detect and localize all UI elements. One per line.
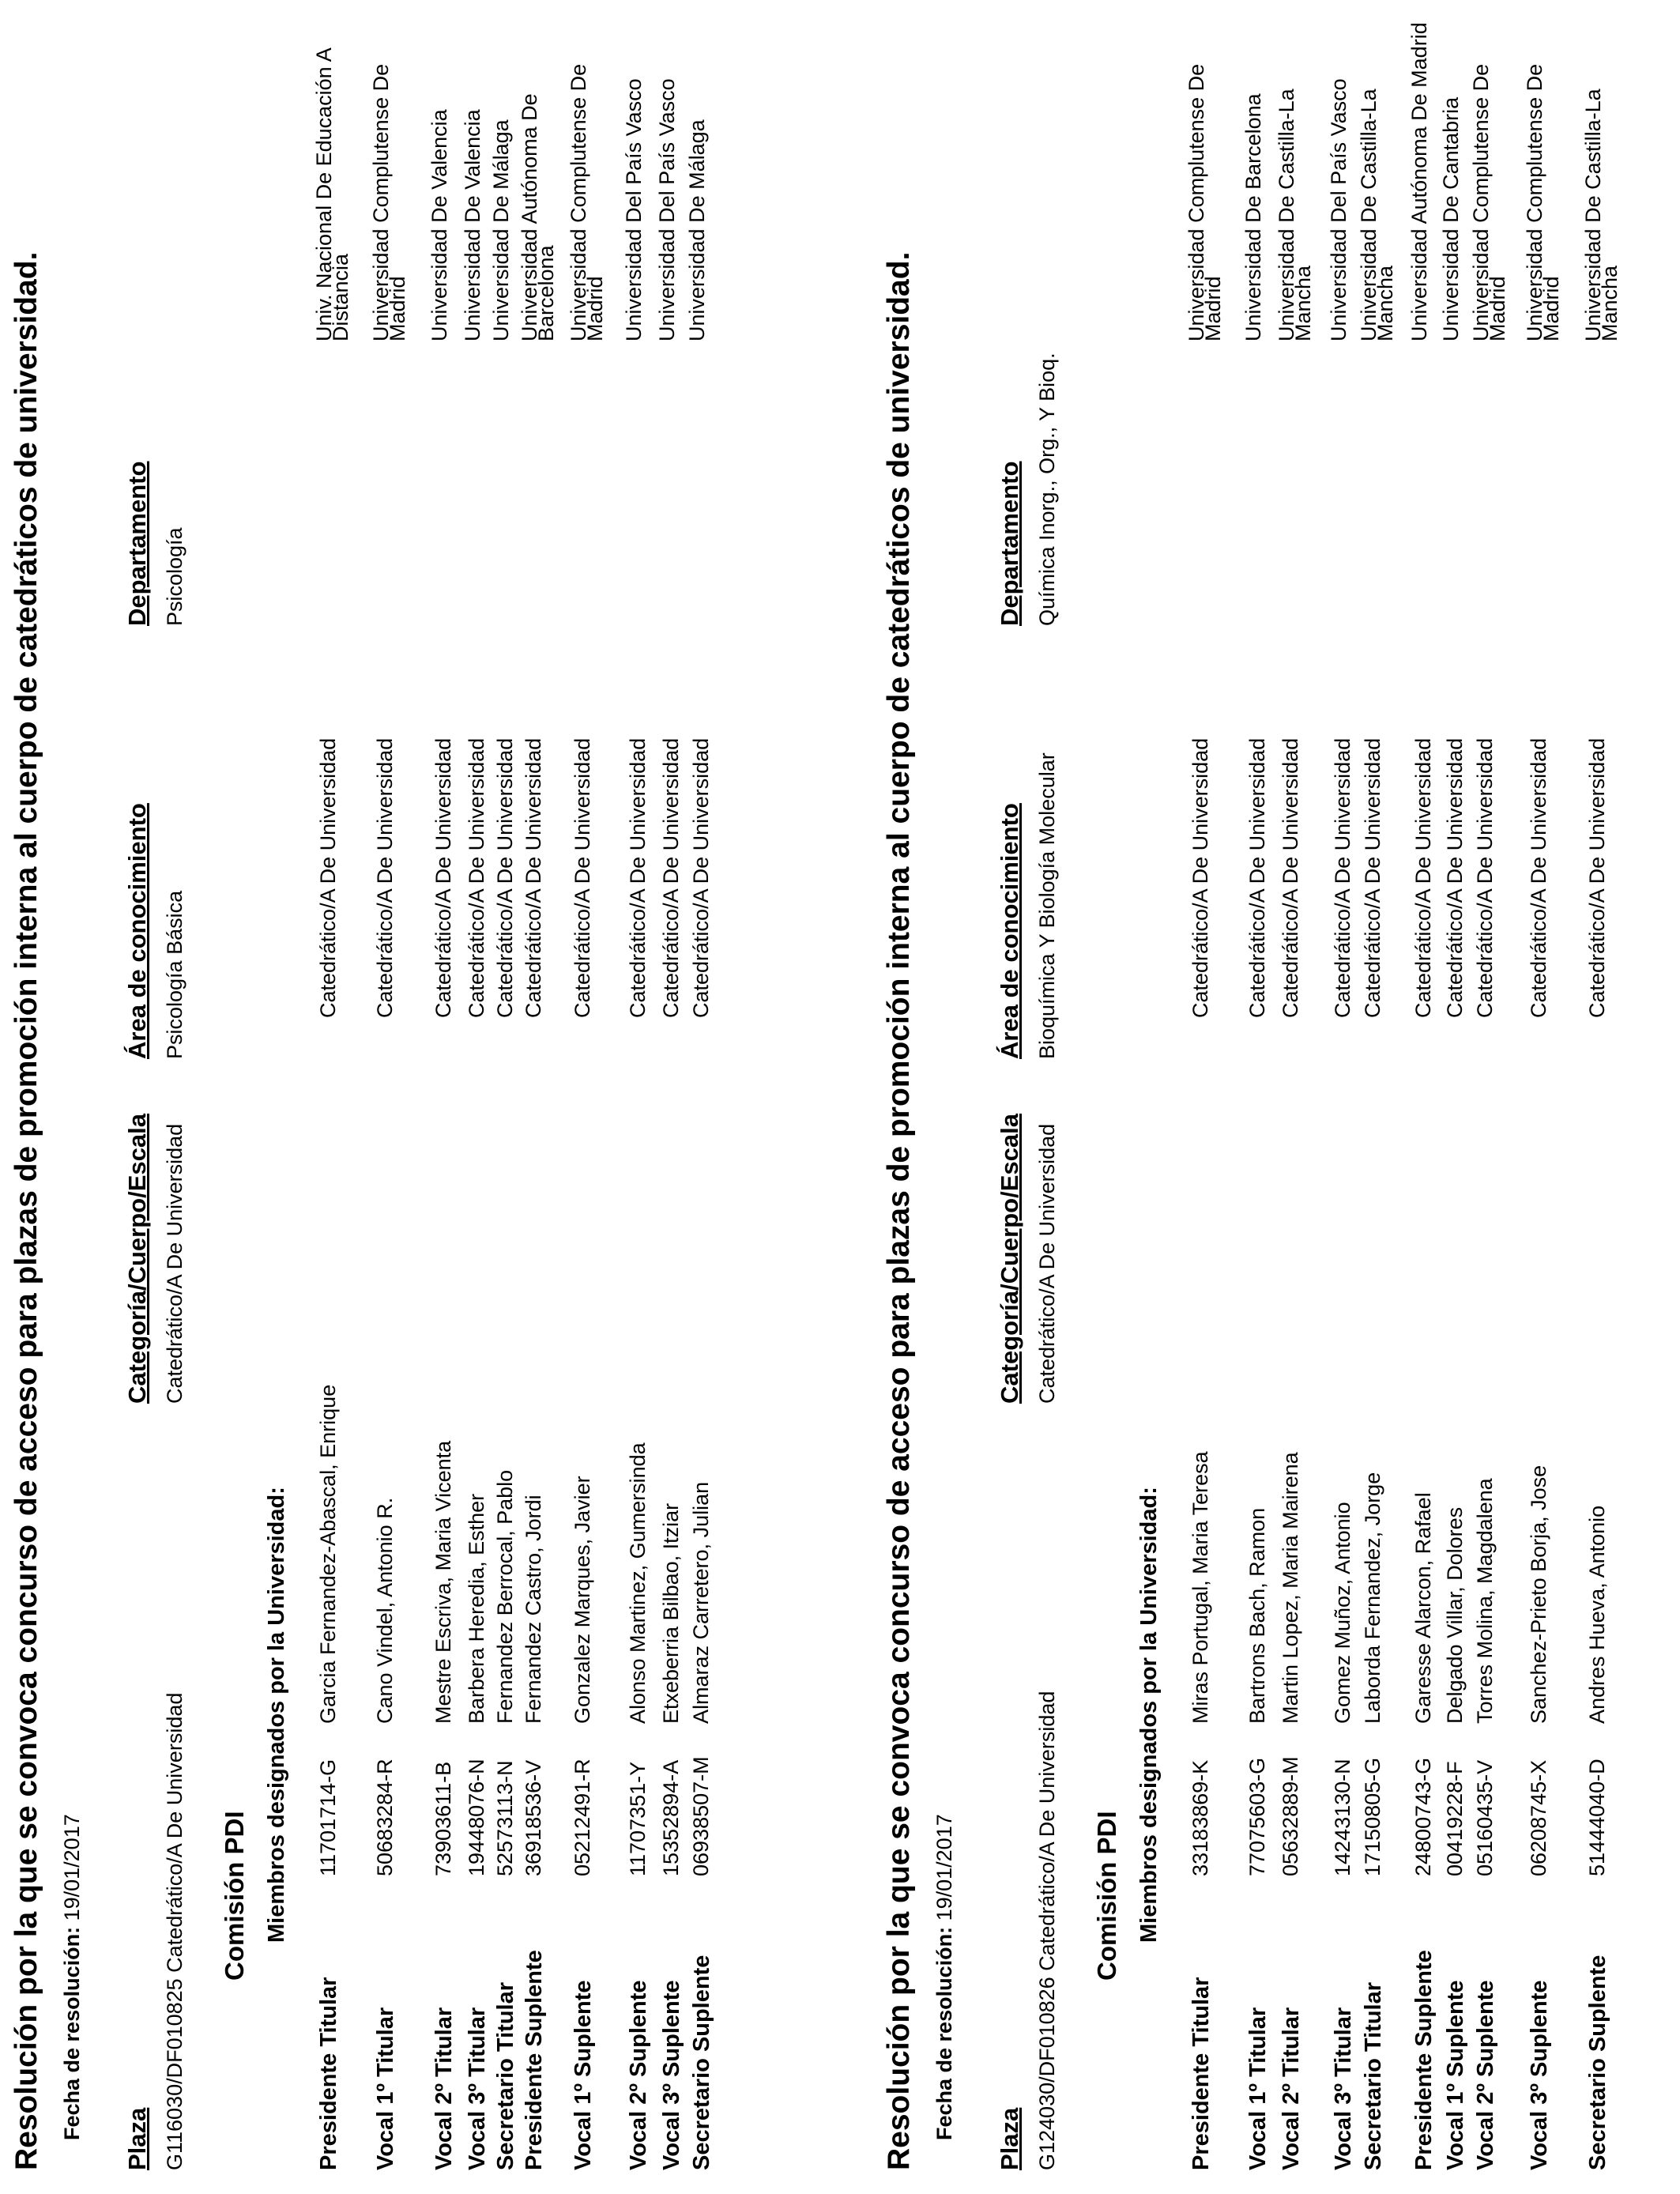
member-dni: 05212491-R — [571, 1759, 594, 1876]
header-categoria: Categoría/Cuerpo/Escala — [123, 1114, 151, 1404]
header-departamento: Departamento — [996, 461, 1023, 626]
member-dni: 15352894-A — [659, 1759, 683, 1876]
member-name: Torres Molina, Magdalena — [1473, 1478, 1497, 1724]
header-plaza: Plaza — [996, 2107, 1023, 2170]
member-name: Laborda Fernandez, Jorge — [1361, 1472, 1384, 1724]
member-role: Vocal 1º Titular — [1245, 2007, 1271, 2170]
member-category: Catedrático/A De Universidad — [659, 737, 683, 1018]
member-dni: 06938507-M — [689, 1756, 713, 1876]
member-name: Almaraz Carretero, Julian — [689, 1481, 713, 1724]
member-role: Presidente Titular — [316, 1977, 341, 2170]
categoria-value: Catedrático/A De Universidad — [163, 1123, 186, 1404]
member-university: Univ. Nacional De Educación A Distancia — [312, 48, 352, 341]
fecha-value: 19/01/2017 — [60, 1814, 84, 1921]
member-dni: 05632889-M — [1279, 1756, 1302, 1876]
member-name: Etxeberria Bilbao, Itziar — [659, 1502, 683, 1724]
member-role: Secretario Titular — [493, 1981, 518, 2170]
member-category: Catedrático/A De Universidad — [522, 737, 545, 1018]
member-university: Universidad Complutense De Madrid — [369, 63, 409, 341]
member-university: Universidad De Valencia — [428, 109, 451, 341]
member-category: Catedrático/A De Universidad — [1585, 737, 1609, 1018]
member-university: Universidad De Castilla-La Mancha — [1275, 89, 1315, 341]
member-category: Catedrático/A De Universidad — [1331, 737, 1354, 1018]
categoria-value: Catedrático/A De Universidad — [1035, 1123, 1059, 1404]
member-name: Garcia Fernandez-Abascal, Enrique — [316, 1384, 340, 1724]
miembros-heading: Miembros designados por la Universidad: — [1136, 1487, 1162, 1943]
member-category: Catedrático/A De Universidad — [1473, 737, 1497, 1018]
member-university: Universidad Del País Vasco — [622, 78, 646, 341]
resolution-title: Resolución por la que se convoca concurso de acceso para plazas de promoción interna al cuerpo de catedráticos de universidad. — [9, 251, 43, 2170]
member-university: Universidad De Barcelona — [1241, 93, 1265, 341]
member-dni: 06208745-X — [1527, 1759, 1550, 1876]
member-category: Catedrático/A De Universidad — [1527, 737, 1550, 1018]
comision-heading: Comisión PDI — [1092, 1811, 1121, 1981]
member-role: Vocal 3º Titular — [1331, 2007, 1356, 2170]
comision-heading: Comisión PDI — [220, 1811, 249, 1981]
member-university: Universidad De Castilla-La Mancha — [1357, 89, 1397, 341]
member-university: Universidad De Málaga — [685, 119, 709, 341]
header-plaza: Plaza — [123, 2107, 151, 2170]
member-dni: 36918536-V — [522, 1759, 545, 1876]
member-name: Delgado Villar, Dolores — [1443, 1506, 1467, 1724]
member-role: Vocal 2º Suplente — [1473, 1980, 1498, 2170]
member-name: Alonso Martinez, Gumersinda — [626, 1442, 650, 1724]
member-university: Universidad Complutense De Madrid — [567, 63, 607, 341]
member-category: Catedrático/A De Universidad — [493, 737, 517, 1018]
member-university: Universidad Complutense De Madrid — [1523, 63, 1563, 341]
member-dni: 33183869-K — [1188, 1759, 1212, 1876]
fecha-value: 19/01/2017 — [932, 1814, 956, 1921]
member-dni: 19448076-N — [465, 1759, 488, 1876]
member-name: Miras Portugal, Maria Teresa — [1188, 1451, 1212, 1724]
member-role: Vocal 1º Suplente — [1443, 1980, 1468, 2170]
member-category: Catedrático/A De Universidad — [316, 737, 340, 1018]
member-dni: 52573113-N — [493, 1760, 517, 1876]
member-role: Secretario Suplente — [1585, 1955, 1610, 2170]
member-role: Vocal 2º Suplente — [626, 1980, 651, 2170]
member-role: Vocal 1º Suplente — [571, 1980, 596, 2170]
member-category: Catedrático/A De Universidad — [431, 737, 455, 1018]
member-dni: 11701714-G — [316, 1759, 340, 1876]
member-name: Bartrons Bach, Ramon — [1245, 1507, 1269, 1724]
header-categoria: Categoría/Cuerpo/Escala — [996, 1114, 1023, 1404]
fecha-label: Fecha de resolución: — [60, 1926, 84, 2140]
member-name: Gomez Muñoz, Antonio — [1331, 1502, 1354, 1724]
member-role: Secretario Titular — [1361, 1981, 1386, 2170]
plaza-value: G116030/DF010825 Catedrático/A De Universidad — [163, 1692, 186, 2170]
fecha-resolucion — [60, 1814, 85, 2140]
resolution-title: Resolución por la que se convoca concurso de acceso para plazas de promoción interna al cuerpo de catedráticos de universidad. — [882, 251, 916, 2170]
member-dni: 00419228-F — [1443, 1761, 1467, 1876]
member-name: Barbera Heredia, Esther — [465, 1493, 488, 1724]
member-name: Fernandez Castro, Jordi — [522, 1495, 545, 1724]
member-category: Catedrático/A De Universidad — [373, 737, 397, 1018]
member-role: Vocal 3º Suplente — [1527, 1980, 1552, 2170]
header-area: Área de conocimiento — [123, 803, 151, 1059]
member-dni: 11707351-Y — [626, 1761, 650, 1876]
plaza-value: G124030/DF010826 Catedrático/A De Universidad — [1035, 1691, 1059, 2170]
member-dni: 77075603-G — [1245, 1757, 1269, 1876]
member-category: Catedrático/A De Universidad — [1279, 737, 1302, 1018]
member-category: Catedrático/A De Universidad — [1245, 737, 1269, 1018]
member-category: Catedrático/A De Universidad — [689, 737, 713, 1018]
member-role: Presidente Suplente — [522, 1950, 547, 2170]
member-category: Catedrático/A De Universidad — [1411, 737, 1435, 1018]
member-category: Catedrático/A De Universidad — [1188, 737, 1212, 1018]
member-role: Presidente Suplente — [1411, 1950, 1437, 2170]
member-dni: 05160435-V — [1473, 1759, 1497, 1876]
member-university: Universidad De Cantabria — [1439, 96, 1463, 341]
member-name: Cano Vindel, Antonio R. — [373, 1497, 397, 1724]
miembros-heading: Miembros designados por la Universidad: — [264, 1487, 289, 1943]
member-dni: 17150805-G — [1361, 1757, 1384, 1876]
member-category: Catedrático/A De Universidad — [1361, 737, 1384, 1018]
member-name: Fernandez Berrocal, Pablo — [493, 1469, 517, 1724]
area-value: Bioquímica Y Biología Molecular — [1035, 752, 1059, 1059]
member-category: Catedrático/A De Universidad — [571, 737, 594, 1018]
member-role: Vocal 3º Titular — [465, 2007, 490, 2170]
member-name: Garesse Alarcon, Rafael — [1411, 1492, 1435, 1724]
member-name: Martin Lopez, Maria Mairena — [1279, 1452, 1302, 1724]
header-departamento: Departamento — [123, 461, 151, 626]
member-dni: 73903611-B — [431, 1761, 455, 1876]
member-university: Universidad Autónoma De Barcelona — [518, 93, 558, 341]
member-category: Catedrático/A De Universidad — [626, 737, 650, 1018]
member-university: Universidad De Valencia — [461, 109, 484, 341]
member-name: Mestre Escriva, Maria Vicenta — [431, 1440, 455, 1724]
member-dni: 24800743-G — [1411, 1757, 1435, 1876]
member-role: Vocal 1º Titular — [373, 2007, 398, 2170]
member-university: Universidad De Málaga — [489, 119, 513, 341]
member-name: Gonzalez Marques, Javier — [571, 1476, 594, 1724]
member-university: Universidad Complutense De Madrid — [1469, 63, 1509, 341]
member-university: Universidad Del País Vasco — [655, 78, 679, 341]
member-dni: 50683284-R — [373, 1759, 397, 1876]
member-dni: 14243130-N — [1331, 1759, 1354, 1876]
member-name: Andres Hueva, Antonio — [1585, 1505, 1609, 1724]
member-university: Universidad Complutense De Madrid — [1185, 63, 1225, 341]
member-category: Catedrático/A De Universidad — [1443, 737, 1467, 1018]
member-university: Universidad Autónoma De Madrid — [1407, 22, 1431, 341]
member-university: Universidad De Castilla-La Mancha — [1581, 89, 1622, 341]
departamento-value: Química Inorg., Org., Y Bioq. — [1035, 352, 1059, 626]
area-value: Psicología Básica — [163, 890, 186, 1059]
member-university: Universidad Del País Vasco — [1327, 78, 1350, 341]
header-area: Área de conocimiento — [996, 803, 1023, 1059]
member-role: Secretario Suplente — [689, 1955, 714, 2170]
member-dni: 51444040-D — [1585, 1759, 1609, 1876]
member-category: Catedrático/A De Universidad — [465, 737, 488, 1018]
member-name: Sanchez-Prieto Borja, Jose — [1527, 1465, 1550, 1724]
departamento-value: Psicología — [163, 527, 186, 626]
member-role: Vocal 2º Titular — [431, 2007, 457, 2170]
member-role: Vocal 3º Suplente — [659, 1980, 684, 2170]
member-role: Presidente Titular — [1188, 1977, 1214, 2170]
fecha-label: Fecha de resolución: — [932, 1926, 956, 2140]
member-role: Vocal 2º Titular — [1279, 2007, 1304, 2170]
fecha-resolucion — [932, 1814, 957, 2140]
